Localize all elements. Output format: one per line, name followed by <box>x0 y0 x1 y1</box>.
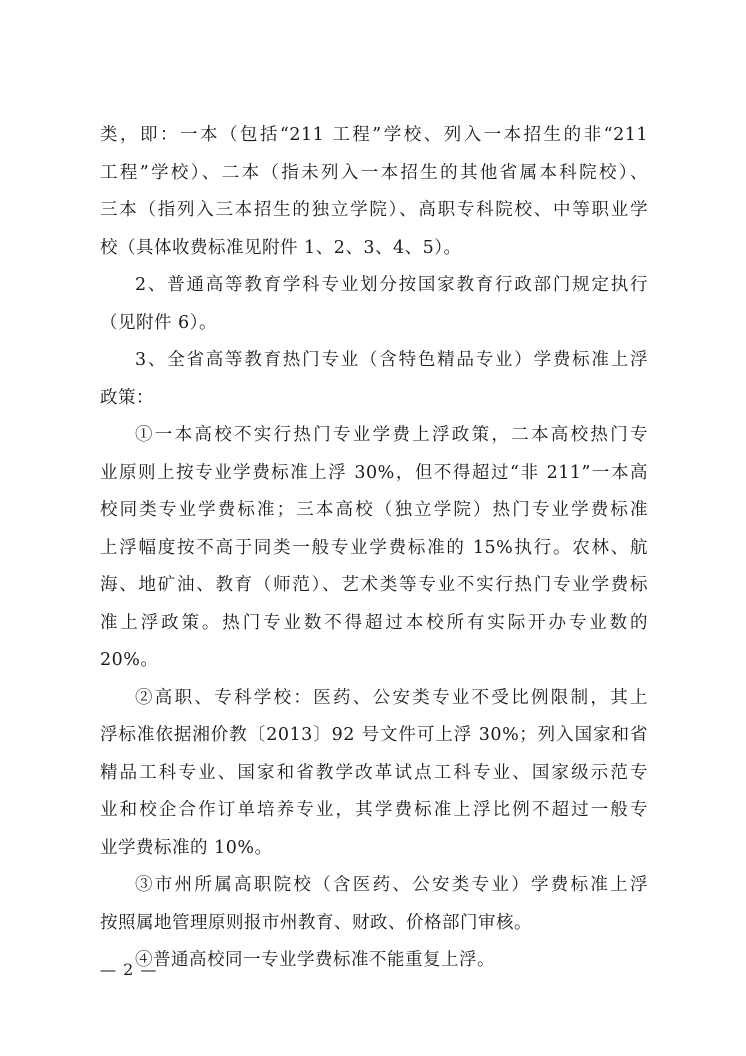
text-line: 业和校企合作订单培养专业，其学费标准上浮比例不超过一般专 <box>100 800 648 820</box>
text-line: 业学费标准的 10%。 <box>100 837 273 858</box>
text-line: 三本（指列入三本招生的独立学院）、高职专科院校、中等职业学 <box>100 200 648 220</box>
text-line: 工程”学校）、二本（指未列入一本招生的其他省属本科院校）、 <box>100 162 648 183</box>
text-line: （见附件 6）。 <box>100 312 217 333</box>
text-line: 业原则上按专业学费标准上浮 30%，但不得超过“非 211”一本高 <box>100 462 648 483</box>
text-line: 海、地矿油、教育（师范）、艺术类等专业不实行热门专业学费标 <box>100 575 648 595</box>
text-line: ③市州所属高职院校（含医药、公安类专业）学费标准上浮 <box>135 875 648 895</box>
text-line: 20%。 <box>100 650 159 670</box>
text-line: 校（具体收费标准见附件 1、2、3、4、5）。 <box>100 237 462 258</box>
text-line: ②高职、专科学校：医药、公安类专业不受比例限制，其上 <box>135 687 648 708</box>
text-line: 校同类专业学费标准；三本高校（独立学院）热门专业学费标准 <box>100 500 648 520</box>
body-text <box>100 120 648 983</box>
text-line: 2、普通高等教育学科专业划分按国家教育行政部门规定执行 <box>135 275 648 295</box>
text-line: 准上浮政策。热门专业数不得超过本校所有实际开办专业数的 <box>100 612 648 633</box>
text-line: 政策： <box>100 387 154 408</box>
text-line: ④普通高校同一专业学费标准不能重复上浮。 <box>135 950 495 970</box>
text-line: 按照属地管理原则报市州教育、财政、价格部门审核。 <box>100 912 532 933</box>
page-number: — 2 — <box>100 960 158 979</box>
text-line: ①一本高校不实行热门专业学费上浮政策，二本高校热门专 <box>135 425 648 445</box>
text-line: 类，即：一本（包括“211 工程”学校、列入一本招生的非“211 <box>100 125 648 145</box>
text-line: 精品工科专业、国家和省教学改革试点工科专业、国家级示范专 <box>100 762 648 783</box>
text-line: 上浮幅度按不高于同类一般专业学费标准的 15%执行。农林、航 <box>100 537 648 558</box>
text-line: 浮标准依据湘价教〔2013〕92 号文件可上浮 30%；列入国家和省 <box>100 725 648 745</box>
text-line: 3、全省高等教育热门专业（含特色精品专业）学费标准上浮 <box>135 350 648 370</box>
